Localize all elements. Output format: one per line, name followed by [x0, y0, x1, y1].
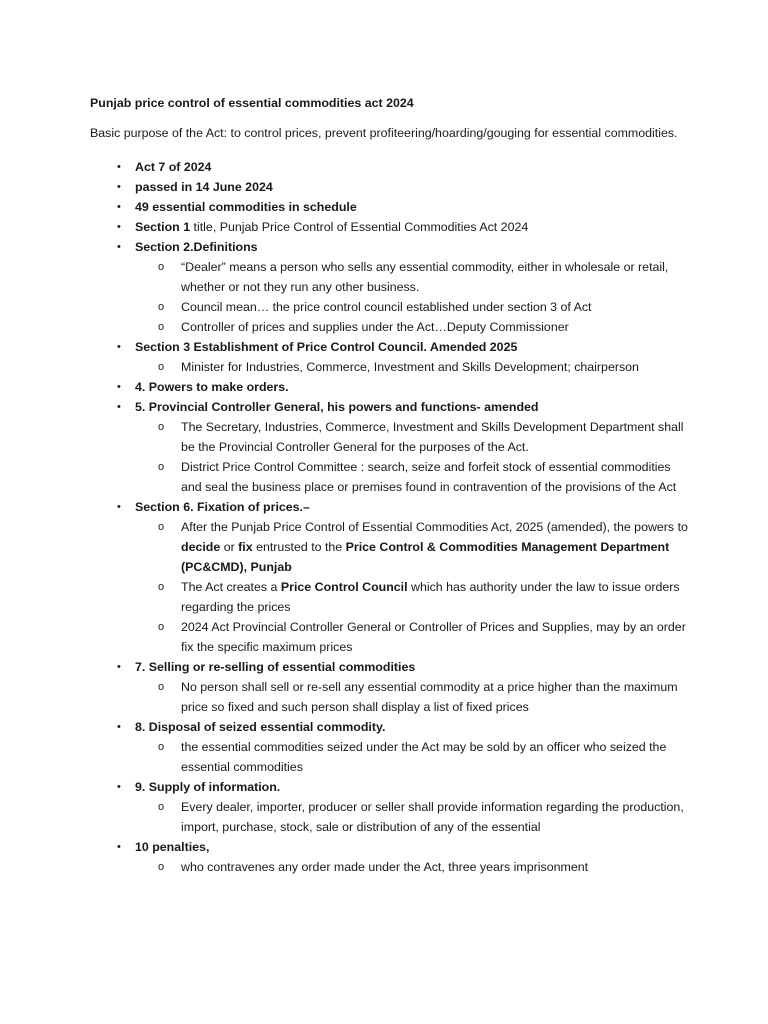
sub-bullet-list	[135, 417, 688, 497]
bullet-heading: passed in 14 June 2024	[135, 180, 273, 194]
circle-bullet-icon: o	[158, 801, 165, 813]
sub-bullet-item	[135, 677, 688, 717]
bullet-item	[90, 237, 688, 337]
circle-bullet-icon: o	[158, 681, 165, 693]
bullet-heading: 8. Disposal of seized essential commodity.	[135, 720, 386, 734]
purpose-paragraph: Basic purpose of the Act: to control prices, prevent profiteering/hoarding/gouging for essential commodities.	[90, 126, 678, 140]
bullet-heading: Section 3 Establishment of Price Control Council. Amended 2025	[135, 340, 518, 354]
circle-bullet-icon: o	[158, 261, 165, 273]
bullet-heading: Section 6. Fixation of prices.–	[135, 500, 310, 514]
sub-bullet-text: who contravenes any order made under the Act, three years imprisonment	[181, 860, 589, 874]
sub-bullet-item	[135, 517, 688, 577]
bullet-item	[90, 217, 688, 237]
bullet-item	[90, 377, 688, 397]
sub-bullet-item	[135, 457, 688, 497]
sub-bullet-text: Council mean… the price control council established under section 3 of Act	[181, 300, 592, 314]
sub-bullet-list	[135, 677, 688, 717]
bullet-heading: 10 penalties,	[135, 840, 210, 854]
bullet-dot-icon: •	[117, 221, 121, 233]
sub-bullet-text: The Act creates a	[181, 580, 281, 594]
bullet-text: title, Punjab Price Control of Essential Commodities Act 2024	[190, 220, 529, 234]
bullet-dot-icon: •	[117, 721, 121, 733]
document-title: Punjab price control of essential commodities act 2024	[90, 96, 414, 110]
circle-bullet-icon: o	[158, 321, 165, 333]
emphasis-text: decide	[181, 540, 221, 554]
sub-bullet-item	[135, 297, 688, 317]
bullet-dot-icon: •	[117, 661, 121, 673]
sub-bullet-item	[135, 577, 688, 617]
sub-bullet-text: Controller of prices and supplies under the Act…Deputy Commissioner	[181, 320, 569, 334]
sub-bullet-item	[135, 317, 688, 337]
sub-bullet-list	[135, 357, 688, 377]
sub-bullet-item	[135, 797, 688, 837]
bullet-heading: Act 7 of 2024	[135, 160, 212, 174]
sub-bullet-list	[135, 737, 688, 777]
circle-bullet-icon: o	[158, 421, 165, 433]
sub-bullet-text: 2024 Act Provincial Controller General or Controller of Prices and Supplies, may by an order fix the specific maximum prices	[181, 620, 686, 654]
sub-bullet-text: No person shall sell or re-sell any essential commodity at a price higher than the maximum price so fixed and such person shall display a list of fixed prices	[181, 680, 678, 714]
main-bullet-list	[90, 157, 688, 877]
sub-bullet-item	[135, 857, 688, 877]
bullet-dot-icon: •	[117, 781, 121, 793]
sub-bullet-text: “Dealer” means a person who sells any essential commodity, either in wholesale or retail, whether or not they run any other business.	[181, 260, 669, 294]
sub-bullet-text: After the Punjab Price Control of Essential Commodities Act, 2025 (amended), the powers to	[181, 520, 688, 534]
bullet-item	[90, 777, 688, 837]
sub-bullet-text: entrusted to the	[252, 540, 346, 554]
sub-bullet-item	[135, 257, 688, 297]
bullet-dot-icon: •	[117, 181, 121, 193]
bullet-dot-icon: •	[117, 501, 121, 513]
bullet-dot-icon: •	[117, 401, 121, 413]
circle-bullet-icon: o	[158, 361, 165, 373]
circle-bullet-icon: o	[158, 461, 165, 473]
bullet-heading: 7. Selling or re-selling of essential commodities	[135, 660, 416, 674]
bullet-item	[90, 497, 688, 657]
bullet-item	[90, 657, 688, 717]
sub-bullet-text: Every dealer, importer, producer or seller shall provide information regarding the production, import, purchase, stock, sale or distribution of any of the essential	[181, 800, 684, 834]
sub-bullet-list	[135, 517, 688, 657]
bullet-dot-icon: •	[117, 161, 121, 173]
bullet-dot-icon: •	[117, 381, 121, 393]
sub-bullet-item	[135, 617, 688, 657]
sub-bullet-text: Minister for Industries, Commerce, Investment and Skills Development; chairperson	[181, 360, 639, 374]
bullet-item	[90, 337, 688, 377]
emphasis-text: Price Control & Commodities Management Department (PC&CMD), Punjab	[181, 540, 670, 574]
bullet-item	[90, 157, 688, 177]
bullet-heading: 49 essential commodities in schedule	[135, 200, 357, 214]
sub-bullet-item	[135, 357, 688, 377]
bullet-heading: 4. Powers to make orders.	[135, 380, 289, 394]
circle-bullet-icon: o	[158, 861, 165, 873]
bullet-item	[90, 717, 688, 777]
sub-bullet-item	[135, 417, 688, 457]
bullet-heading: Section 2.Definitions	[135, 240, 258, 254]
sub-bullet-list	[135, 257, 688, 337]
circle-bullet-icon: o	[158, 741, 165, 753]
sub-bullet-text: or	[220, 540, 239, 554]
sub-bullet-text: The Secretary, Industries, Commerce, Investment and Skills Development Department shall be the Provincial Controller General for the purposes of the Act.	[181, 420, 684, 454]
sub-bullet-text: District Price Control Committee : search, seize and forfeit stock of essential commodities and seal the business place or premises found in contravention of the provisions of the Act	[181, 460, 677, 494]
bullet-dot-icon: •	[117, 241, 121, 253]
circle-bullet-icon: o	[158, 521, 165, 533]
bullet-heading: 9. Supply of information.	[135, 780, 281, 794]
bullet-dot-icon: •	[117, 841, 121, 853]
bullet-item	[90, 197, 688, 217]
bullet-heading: Section 1	[135, 220, 191, 234]
sub-bullet-text: the essential commodities seized under the Act may be sold by an officer who seized the essential commodities	[181, 740, 667, 774]
sub-bullet-item	[135, 737, 688, 777]
emphasis-text: fix	[238, 540, 253, 554]
circle-bullet-icon: o	[158, 301, 165, 313]
bullet-dot-icon: •	[117, 341, 121, 353]
circle-bullet-icon: o	[158, 621, 165, 633]
sub-bullet-list	[135, 857, 688, 877]
bullet-item	[90, 177, 688, 197]
sub-bullet-list	[135, 797, 688, 837]
sub-bullet-text: which has authority under the law to issue orders regarding the prices	[181, 580, 680, 614]
emphasis-text: Price Control Council	[280, 580, 408, 594]
circle-bullet-icon: o	[158, 581, 165, 593]
bullet-item	[90, 397, 688, 497]
bullet-item	[90, 837, 688, 877]
bullet-heading: 5. Provincial Controller General, his powers and functions- amended	[135, 400, 539, 414]
bullet-dot-icon: •	[117, 201, 121, 213]
